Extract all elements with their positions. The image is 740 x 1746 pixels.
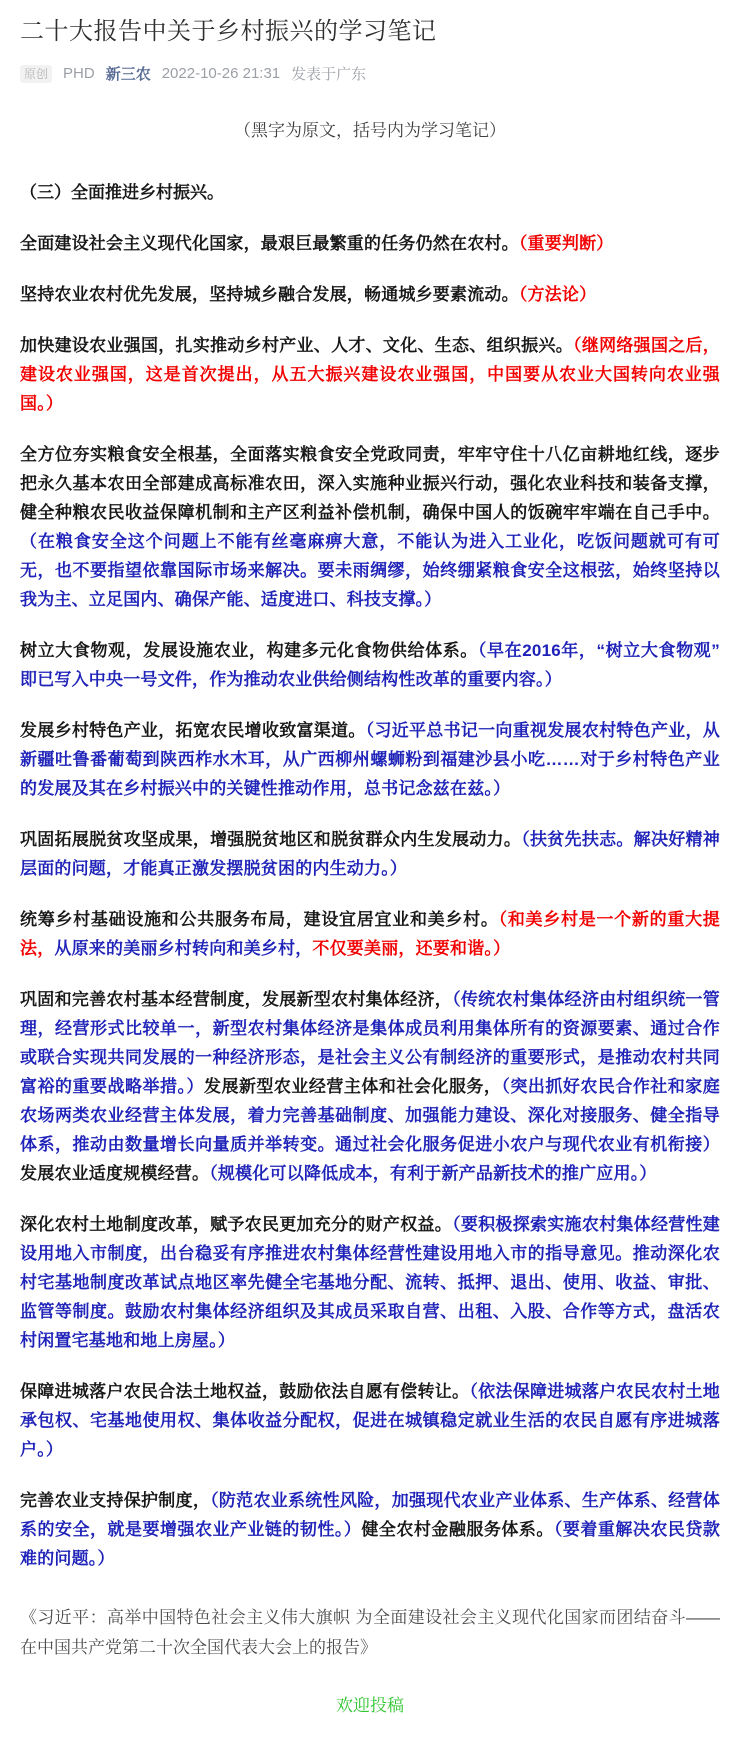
text-run-black: 统筹乡村基础设施和公共服务布局，建设宜居宜业和美乡村。 bbox=[20, 909, 499, 929]
text-run-blue: （早在2016年，“树立大食物观”即已写入中央一号文件，作为推动农业供给侧结构性改革的重要内容。） bbox=[20, 640, 720, 689]
text-run-red: （重要判断） bbox=[518, 233, 614, 253]
paragraph bbox=[20, 1486, 720, 1573]
text-run-black: 全方位夯实粮食安全根基，全面落实粮食安全党政同责，牢牢守住十八亿亩耕地红线，逐步把永久基本农田全部建成高标准农田，深入实施种业振兴行动，强化农业科技和装备支撑，健全种粮农民收益保障机制和主产区利益补偿机制，确保中国人的饭碗牢牢端在自己手中。 bbox=[20, 444, 720, 522]
paragraph bbox=[20, 440, 720, 614]
text-run-blue: （在粮食安全这个问题上不能有丝毫麻痹大意，不能认为进入工业化，吃饭问题就可有可无，也不要指望依靠国际市场来解决。要未雨绸缪，始终绷紧粮食安全这根弦，始终坚持以我为主、立足国内、确保产能、适度进口、科技支撑。） bbox=[20, 531, 720, 609]
paragraph bbox=[20, 636, 720, 694]
publish-datetime: 2022-10-26 21:31 bbox=[161, 65, 281, 83]
text-run-black: 树立大食物观，发展设施农业，构建多元化食物供给体系。 bbox=[20, 640, 478, 660]
text-run-red: （和美乡村是一个新的重大提法， bbox=[20, 909, 720, 958]
paragraph bbox=[20, 985, 720, 1188]
text-run-red: （方法论） bbox=[518, 284, 597, 304]
article-title: 二十大报告中关于乡村振兴的学习笔记 bbox=[20, 18, 437, 45]
submission-cta-link[interactable]: 欢迎投稿 bbox=[336, 1695, 404, 1715]
text-run-blue: （规模化可以降低成本，有利于新产品新技术的推广应用。） bbox=[209, 1163, 657, 1183]
text-run-black: 加快建设农业强国，扎实推动乡村产业、人才、文化、生态、组织振兴。 bbox=[20, 335, 574, 355]
text-run-blue: 从原来的美丽乡村转向和美乡村， bbox=[54, 938, 313, 958]
text-run-blue: （突出抓好农民合作社和家庭农场两类农业经营主体发展，着力完善基础制度、加强能力建设、深化对接服务、健全指导体系，推动由数量增长向量质并举转变。通过社会化服务促进小农户与现代农业有机衔接） bbox=[20, 1076, 720, 1154]
author-name: PHD bbox=[63, 65, 95, 83]
text-run-black: 巩固拓展脱贫攻坚成果，增强脱贫地区和脱贫群众内生发展动力。 bbox=[20, 829, 522, 849]
text-run-blue: （依法保障进城落户农民农村土地承包权、宅基地使用权、集体收益分配权，促进在城镇稳定就业生活的农民自愿有序进城落户。） bbox=[20, 1381, 720, 1459]
publish-location: 发表于广东 bbox=[291, 66, 367, 84]
paragraph bbox=[20, 280, 720, 309]
account-link[interactable]: 新三农 bbox=[105, 66, 151, 84]
text-run-black: 完善农业支持保护制度， bbox=[20, 1490, 211, 1510]
text-run-blue: （要着重解决农民贷款难的问题。） bbox=[20, 1519, 721, 1568]
text-run-red: 不仅要美丽，还要和谐。） bbox=[312, 938, 511, 958]
paragraph bbox=[20, 331, 720, 418]
byline bbox=[20, 63, 720, 84]
text-run-blue: （扶贫先扶志。解决好精神层面的问题，才能真正激发摆脱贫困的内生动力。） bbox=[20, 829, 720, 878]
text-run-black: 健全农村金融服务体系。 bbox=[361, 1519, 554, 1539]
text-run-blue: （传统农村集体经济由村组织统一管理，经营形式比较单一，新型农村集体经济是集体成员利用集体所有的资源要素、通过合作或联合实现共同发展的一种经济形态，是社会主义公有制经济的重要形式，是推动农村共同富裕的重要战略举措。） bbox=[20, 989, 720, 1096]
paragraph bbox=[20, 716, 720, 803]
text-run-black: 巩固和完善农村基本经营制度，发展新型农村集体经济， bbox=[20, 989, 453, 1009]
text-run-blue: （防范农业系统性风险，加强现代农业产业体系、生产体系、经营体系的安全，就是要增强农业产业链的韧性。） bbox=[20, 1490, 720, 1539]
original-badge: 原创 bbox=[20, 65, 52, 83]
paragraph bbox=[20, 905, 720, 963]
text-run-black: 全面建设社会主义现代化国家，最艰巨最繁重的任务仍然在农村。 bbox=[20, 233, 519, 253]
text-run-blue: （习近平总书记一向重视发展农村特色产业，从新疆吐鲁番葡萄到陕西柞水木耳，从广西柳州螺蛳粉到福建沙县小吃……对于乡村特色产业的发展及其在乡村振兴中的关键性推动作用，总书记念兹在兹。） bbox=[20, 720, 721, 798]
text-run-black: 保障进城落户农民合法土地权益，鼓励依法自愿有偿转让。 bbox=[20, 1381, 470, 1401]
text-run-blue: （要积极探索实施农村集体经营性建设用地入市制度，出台稳妥有序推进农村集体经营性建设用地入市的指导意见。推动深化农村宅基地制度改革试点地区率先健全宅基地分配、流转、抵押、退出、使用、收益、审批、监管等制度。鼓励农村集体经济组织及其成员采取自营、出租、入股、合作等方式，盘活农村闲置宅基地和地上房屋。） bbox=[20, 1214, 720, 1350]
source-reference: 《习近平：高举中国特色社会主义伟大旗帜 为全面建设社会主义现代化国家而团结奋斗——在中国共产党第二十次全国代表大会上的报告》 bbox=[20, 1607, 720, 1657]
text-run-black: 坚持农业农村优先发展，坚持城乡融合发展，畅通城乡要素流动。 bbox=[20, 284, 519, 304]
paragraph bbox=[20, 825, 720, 883]
paragraph bbox=[20, 229, 720, 258]
paragraph bbox=[20, 1210, 720, 1355]
intro-note: （黑字为原文，括号内为学习笔记） bbox=[234, 121, 506, 141]
paragraph bbox=[20, 1377, 720, 1464]
text-run-black: 发展乡村特色产业，拓宽农民增收致富渠道。 bbox=[20, 720, 366, 740]
article-body bbox=[20, 229, 720, 1573]
section-heading: （三）全面推进乡村振兴。 bbox=[20, 182, 224, 202]
text-run-black: 深化农村土地制度改革，赋予农民更加充分的财产权益。 bbox=[20, 1214, 453, 1234]
text-run-black: 发展农业适度规模经营。 bbox=[20, 1163, 210, 1183]
text-run-black: 发展新型农业经营主体和社会化服务， bbox=[203, 1076, 502, 1096]
text-run-red: （继网络强国之后，建设农业强国，这是首次提出，从五大振兴建设农业强国，中国要从农业大国转向农业强国。） bbox=[20, 335, 720, 413]
